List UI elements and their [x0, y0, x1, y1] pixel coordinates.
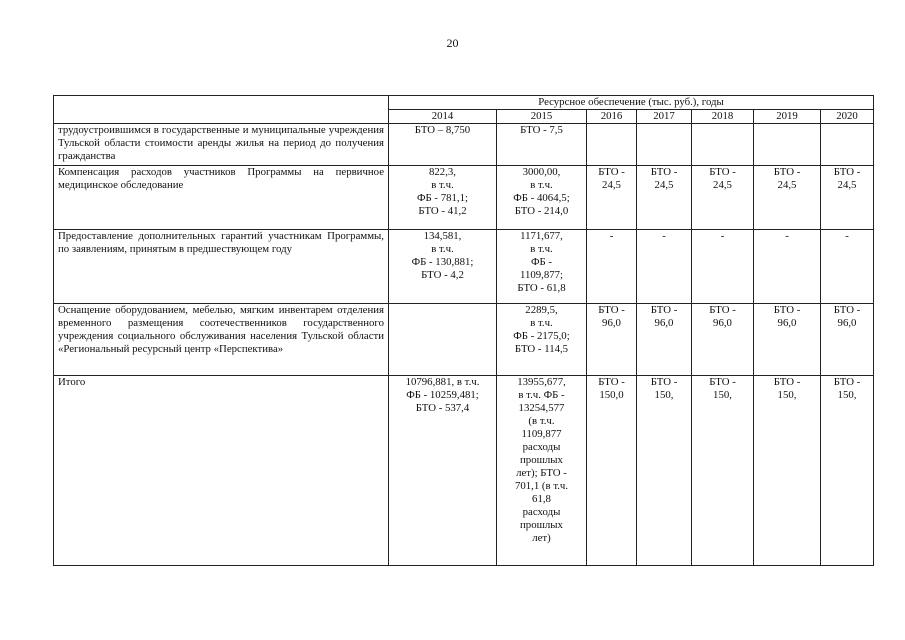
- year-header-2014: 2014: [389, 110, 497, 124]
- value-cell-2018: [692, 166, 754, 230]
- value-cell-2019: [754, 230, 821, 304]
- value-line: прошлых: [520, 454, 563, 466]
- row-description: Компенсация расходов участников Программы на первичное медицинское обследование: [54, 166, 389, 230]
- value-cell-2016: [587, 124, 637, 166]
- value-cell-2017: [637, 304, 692, 376]
- value-line: БТО -: [709, 304, 736, 316]
- value-line: БТО - 4,2: [421, 269, 464, 281]
- value-cell-2020: [821, 230, 874, 304]
- value-cell-2020: [821, 304, 874, 376]
- value-cell-2018: [692, 304, 754, 376]
- value-line: БТО -: [598, 304, 625, 316]
- value-cell-2015: [497, 124, 587, 166]
- value-line: 13955,677,: [517, 376, 566, 388]
- value-line: 134,581,: [423, 230, 462, 242]
- value-line: 3000,00,: [522, 166, 561, 178]
- value-line: БТО -: [650, 166, 678, 178]
- value-line: БТО -: [598, 376, 625, 388]
- value-cell-2017: [637, 230, 692, 304]
- value-line: БТО - 61,8: [517, 282, 566, 294]
- value-line: 96,0: [713, 317, 732, 329]
- value-cell-2019: [754, 124, 821, 166]
- row-description: Предоставление дополнительных гарантий участникам Программы, по заявлениям, принятым в предшествующем году: [54, 230, 389, 304]
- value-line: 24,5: [713, 179, 732, 191]
- row-description: Оснащение оборудованием, мебелью, мягким инвентарем отделения временного размещения соотечественников государственного учреждения социального обслуживания населения Тульской области «Региональный ресурсный центр «Перспектива»: [54, 304, 389, 376]
- value-cell-2015: [497, 304, 587, 376]
- value-line: БТО - 537,4: [415, 402, 470, 414]
- value-line: 150,0: [599, 389, 624, 401]
- year-header-2017: 2017: [637, 110, 692, 124]
- value-cell-2017: [637, 124, 692, 166]
- year-header-2016: 2016: [587, 110, 637, 124]
- value-line: 1109,877: [521, 428, 562, 440]
- group-header: Ресурсное обеспечение (тыс. руб.), годы: [389, 96, 874, 110]
- header-empty-cell: [54, 96, 389, 124]
- value-cell-2018: [692, 376, 754, 566]
- value-line: БТО – 8,750: [414, 124, 471, 136]
- value-line: -: [609, 230, 614, 242]
- row-description: Итого: [54, 376, 389, 566]
- year-header-2019: 2019: [754, 110, 821, 124]
- value-line: 822,3,: [429, 166, 456, 178]
- table-row: [54, 124, 874, 166]
- value-cell-2018: [692, 124, 754, 166]
- value-line: БТО -: [833, 304, 861, 316]
- value-line: БТО -: [709, 166, 736, 178]
- value-line: в т.ч.: [530, 317, 553, 329]
- value-line: в т.ч.: [431, 179, 454, 191]
- value-line: -: [785, 230, 789, 242]
- value-line: ФБ - 130,881;: [411, 256, 474, 268]
- value-line: 24,5: [654, 179, 674, 191]
- value-line: БТО - 7,5: [520, 124, 563, 136]
- value-line: 1171,677,: [520, 230, 563, 242]
- value-cell-2016: [587, 230, 637, 304]
- value-line: 150,: [837, 389, 857, 401]
- value-line: -: [662, 230, 666, 242]
- value-line: 701,1 (в т.ч.: [514, 480, 569, 492]
- value-line: расходы: [522, 506, 561, 518]
- value-line: БТО -: [773, 304, 801, 316]
- value-line: ФБ - 781,1;: [416, 192, 469, 204]
- value-line: БТО - 214,0: [514, 205, 569, 217]
- value-line: -: [845, 230, 849, 242]
- value-line: 96,0: [602, 317, 621, 329]
- value-line: ФБ - 2175,0;: [513, 330, 570, 342]
- value-line: 150,: [713, 389, 732, 401]
- table-row: [54, 230, 874, 304]
- value-line: 96,0: [777, 317, 797, 329]
- value-cell-2017: [637, 166, 692, 230]
- value-line: БТО -: [650, 304, 678, 316]
- value-cell-2014: [389, 166, 497, 230]
- value-line: 24,5: [777, 179, 797, 191]
- value-line: 24,5: [837, 179, 857, 191]
- value-cell-2017: [637, 376, 692, 566]
- value-cell-2016: [587, 166, 637, 230]
- value-cell-2019: [754, 166, 821, 230]
- year-header-2018: 2018: [692, 110, 754, 124]
- header-row-group: [54, 96, 874, 110]
- value-line: лет); БТО -: [516, 467, 567, 479]
- year-header-2015: 2015: [497, 110, 587, 124]
- value-line: расходы: [522, 441, 561, 453]
- value-line: 10796,881, в т.ч.: [405, 376, 480, 388]
- value-cell-2020: [821, 166, 874, 230]
- value-line: БТО -: [709, 376, 736, 388]
- value-line: 2289,5,: [525, 304, 558, 316]
- row-description: трудоустроившимся в государственные и муниципальные учреждения Тульской области стоимости аренды жилья на период до получения гражданства: [54, 124, 389, 166]
- value-line: 96,0: [654, 317, 674, 329]
- value-line: в т.ч. ФБ -: [518, 389, 565, 401]
- value-line: в т.ч.: [530, 179, 553, 191]
- value-cell-2015: [497, 230, 587, 304]
- value-cell-2020: [821, 376, 874, 566]
- value-cell-2014: [389, 124, 497, 166]
- table-row: [54, 166, 874, 230]
- value-line: БТО -: [833, 166, 861, 178]
- value-line: БТО -: [773, 376, 801, 388]
- value-line: 24,5: [602, 179, 621, 191]
- value-line: в т.ч.: [431, 243, 454, 255]
- value-line: ФБ - 10259,481;: [406, 389, 479, 401]
- value-line: 150,: [777, 389, 797, 401]
- value-line: лет): [532, 532, 551, 544]
- value-line: в т.ч.: [530, 243, 553, 255]
- value-line: ФБ -: [530, 256, 553, 268]
- value-line: БТО -: [650, 376, 678, 388]
- value-line: БТО -: [598, 166, 625, 178]
- value-cell-2014: [389, 230, 497, 304]
- year-header-2020: 2020: [821, 110, 874, 124]
- value-line: ФБ - 4064,5;: [513, 192, 570, 204]
- table-row: [54, 304, 874, 376]
- value-cell-2015: [497, 376, 587, 566]
- value-line: 13254,577: [518, 402, 565, 414]
- value-cell-2016: [587, 376, 637, 566]
- value-cell-2015: [497, 166, 587, 230]
- value-line: 1109,877;: [519, 269, 564, 281]
- value-cell-2020: [821, 124, 874, 166]
- value-cell-2014: [389, 376, 497, 566]
- value-cell-2019: [754, 376, 821, 566]
- value-line: БТО - 41,2: [418, 205, 467, 217]
- value-line: 61,8: [532, 493, 551, 505]
- value-cell-2019: [754, 304, 821, 376]
- table-body: [54, 124, 874, 566]
- value-line: прошлых: [520, 519, 563, 531]
- value-line: -: [720, 230, 725, 242]
- table-row: [54, 376, 874, 566]
- value-line: БТО -: [833, 376, 861, 388]
- value-cell-2018: [692, 230, 754, 304]
- value-line: 96,0: [837, 317, 857, 329]
- value-line: 150,: [654, 389, 674, 401]
- value-line: БТО - 114,5: [514, 343, 569, 355]
- resource-table: [53, 95, 874, 566]
- value-cell-2014: [389, 304, 497, 376]
- page-number: 20: [446, 36, 459, 50]
- value-line: (в т.ч.: [528, 415, 555, 427]
- value-cell-2016: [587, 304, 637, 376]
- value-line: БТО -: [773, 166, 801, 178]
